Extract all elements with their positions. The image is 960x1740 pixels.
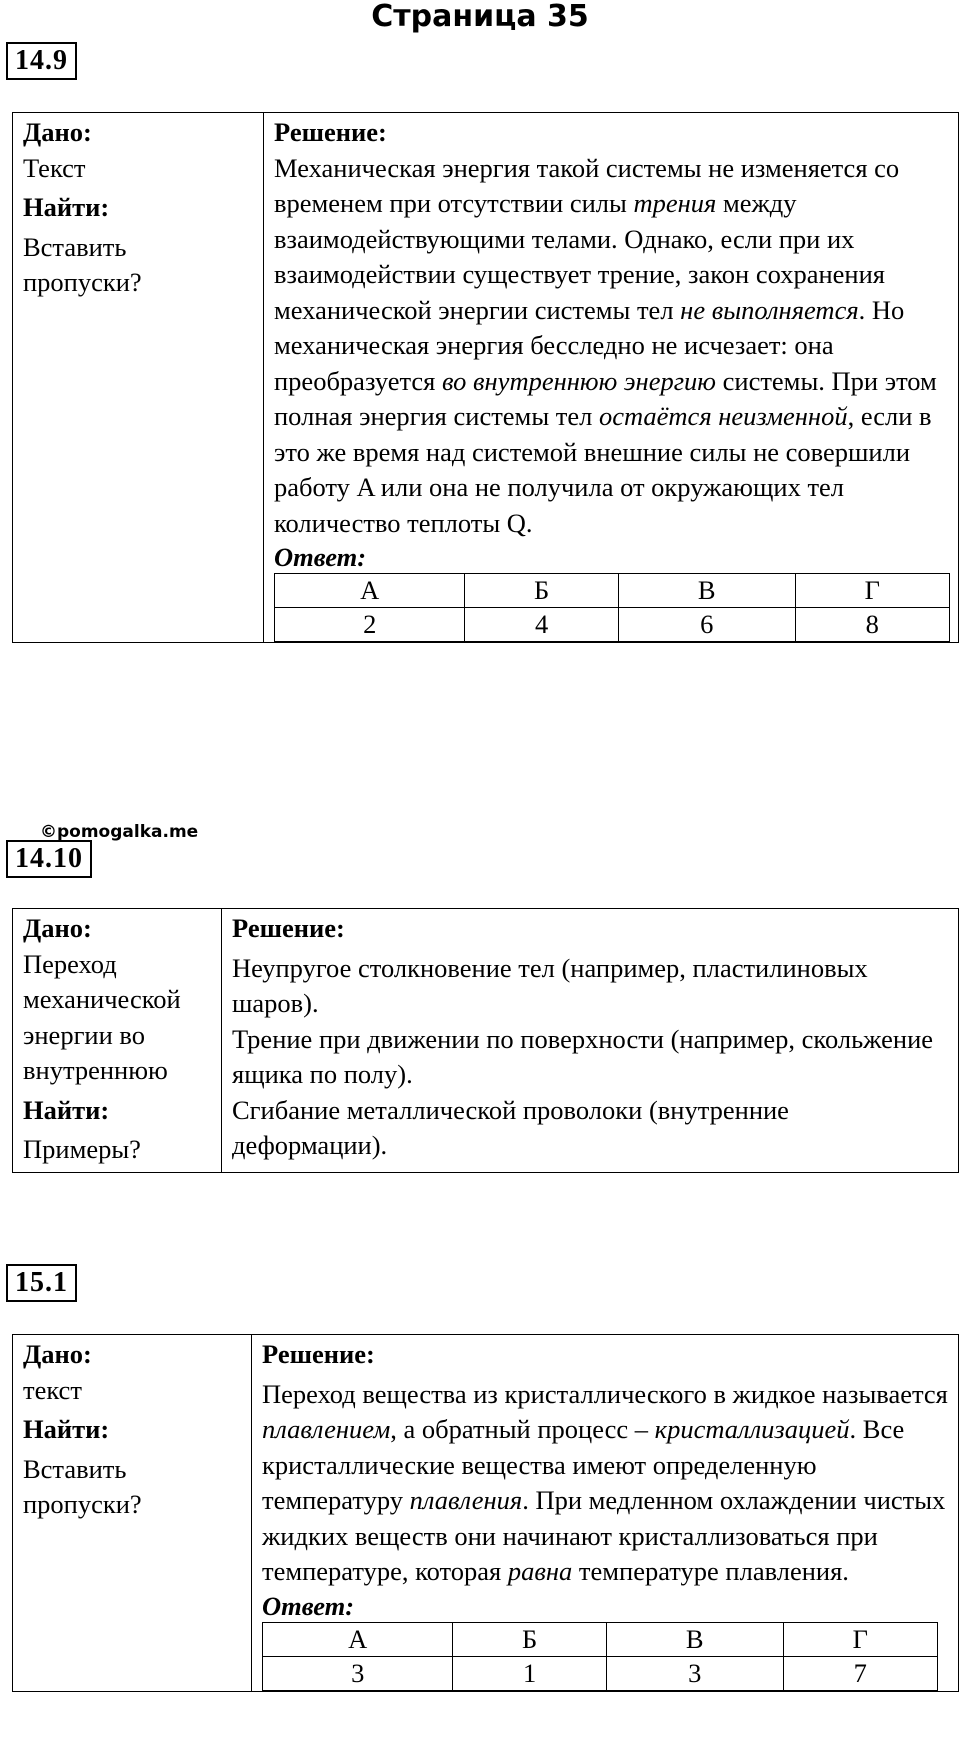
task-table-14-10 — [12, 908, 959, 1173]
given-label: Дано: — [23, 117, 92, 147]
answer-label: Ответ: — [274, 542, 367, 572]
find-label: Найти: — [23, 1414, 110, 1444]
task-number-14-10: 14.10 — [6, 840, 92, 878]
answer-header-b: Б — [453, 1622, 606, 1656]
text-segment: . При медленном охлаждении чистых жидких веществ они начинают кристаллизоваться при температуре, которая — [262, 1485, 946, 1586]
given-label: Дано: — [23, 913, 92, 943]
solution-cell — [252, 1335, 959, 1692]
task-table-15-1 — [12, 1334, 959, 1692]
task-number-14-9: 14.9 — [6, 42, 77, 80]
given-cell — [13, 113, 264, 643]
watermark: ©pomogalka.me — [40, 822, 199, 842]
answer-table — [274, 573, 950, 642]
italic-term: равна — [507, 1556, 573, 1586]
answer-header-g: Г — [795, 574, 949, 608]
italic-term: трения — [633, 188, 717, 218]
solution-line-2: Трение при движении по поверхности (например, скольжение ящика по полу). — [232, 1023, 934, 1089]
italic-term: остаётся неизменной — [598, 401, 848, 431]
given-text: текст — [23, 1374, 82, 1405]
text-segment: . Все кристаллические вещества имеют определенную температуру — [262, 1414, 905, 1515]
answer-value-v: 6 — [618, 608, 795, 642]
find-label: Найти: — [23, 1094, 110, 1125]
text-segment: , а обратный процесс – — [390, 1414, 655, 1444]
answer-header-a: А — [263, 1622, 453, 1656]
find-label: Найти: — [23, 192, 110, 222]
answer-header-a: А — [275, 574, 465, 608]
task-table-14-9 — [12, 112, 959, 643]
solution-line-1: Неупругое столкновение тел (например, пластилиновых шаров). — [232, 952, 868, 1018]
solution-label: Решение: — [274, 117, 387, 147]
italic-term: плавлением — [262, 1414, 391, 1444]
text-segment: Переход вещества из кристаллического в жидкое называется — [262, 1378, 948, 1409]
answer-table — [262, 1622, 938, 1691]
given-text: Текст — [23, 152, 86, 183]
text-segment: температуре плавления. — [572, 1556, 849, 1586]
answer-value-g: 7 — [783, 1656, 937, 1690]
solution-text — [274, 151, 950, 542]
solution-cell — [264, 113, 959, 643]
answer-header-b: Б — [465, 574, 618, 608]
page-title: Страница 35 — [371, 0, 589, 34]
given-label: Дано: — [23, 1339, 92, 1369]
answer-value-a: 3 — [263, 1656, 453, 1690]
find-text: Вставить пропуски? — [23, 1453, 142, 1519]
given-text: Переход механической энергии во внутреннюю — [23, 948, 181, 1085]
text-segment: . Но механическая энергия бесследно не исчезает: она преобразуется — [274, 294, 905, 396]
answer-value-v: 3 — [606, 1656, 783, 1690]
italic-term: кристаллизацией — [654, 1414, 850, 1444]
answer-value-b: 4 — [465, 608, 618, 642]
answer-value-a: 2 — [275, 608, 465, 642]
answer-header-v: В — [606, 1622, 783, 1656]
answer-value-g: 8 — [795, 608, 949, 642]
solution-label: Решение: — [262, 1339, 375, 1369]
given-cell — [13, 909, 222, 1173]
solution-cell — [222, 909, 959, 1173]
italic-term: не выполняется — [680, 294, 859, 325]
answer-label: Ответ: — [262, 1590, 355, 1621]
text-segment: между взаимодействующими телами. Однако, если при их взаимодействии существует трение, закон сохранения механической энергии системы тел — [274, 188, 885, 325]
italic-term: плавления — [409, 1485, 523, 1515]
text-segment: , если в это же время над системой внешние силы не совершили работу A или она не получила от окружающих тел количество теплоты Q. — [274, 401, 932, 538]
find-text: Вставить пропуски? — [23, 231, 142, 297]
find-text: Примеры? — [23, 1134, 141, 1164]
answer-value-b: 1 — [453, 1656, 606, 1690]
text-segment: Механическая энергия такой системы не изменяется со временем при отсутствии силы — [274, 152, 900, 218]
solution-label: Решение: — [232, 913, 345, 943]
given-cell — [13, 1335, 252, 1692]
solution-line-3: Сгибание металлической проволоки (внутренние деформации). — [232, 1094, 789, 1160]
answer-header-g: Г — [783, 1622, 937, 1656]
answer-header-v: В — [618, 574, 795, 608]
task-number-15-1: 15.1 — [6, 1264, 77, 1302]
solution-text — [262, 1377, 950, 1590]
italic-term: во внутреннюю энергию — [442, 365, 716, 396]
text-segment: системы. При этом полная энергия системы тел — [274, 365, 937, 431]
